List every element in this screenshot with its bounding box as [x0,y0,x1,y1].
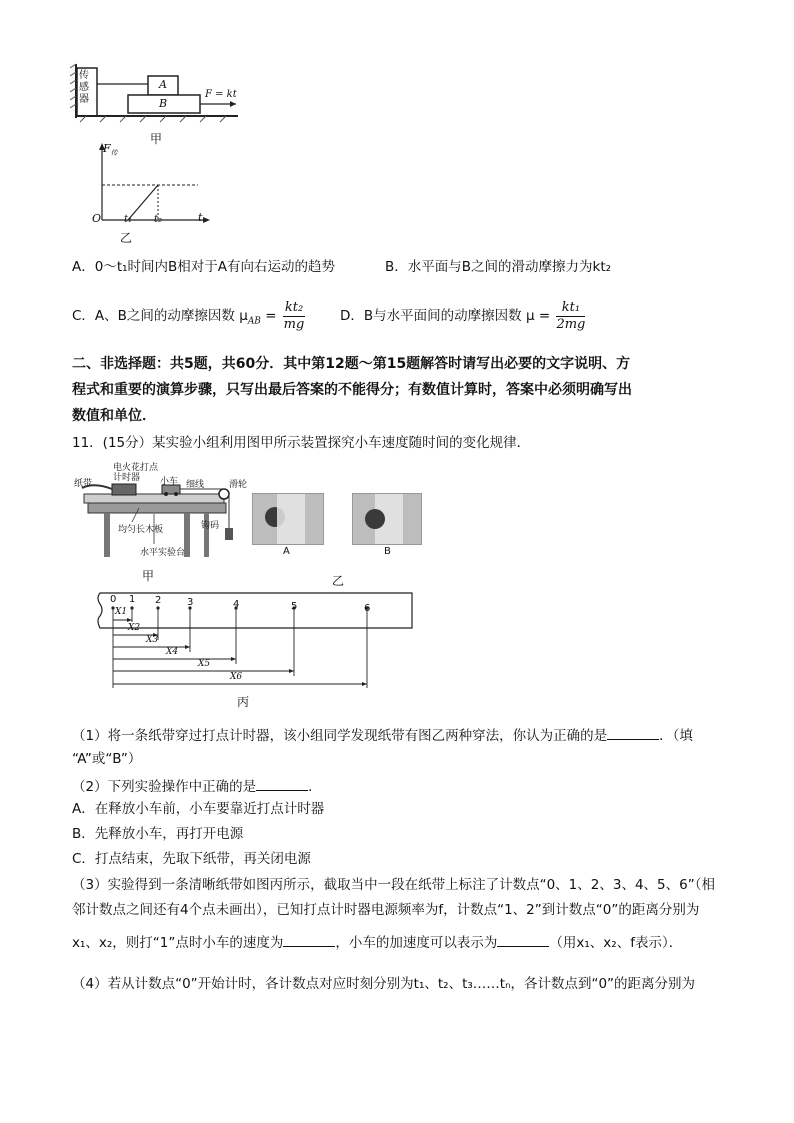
option-c: C．A、B之间的动摩擦因数 $\mu_{AB}$ = $\frac{\text{kt₂}}{mg}$ [72,299,305,332]
force-label: F = kt [205,89,237,100]
q11-part3-line3: x₁、x₂，则打“1”点时小车的速度为 ，小车的加速度可以表示为 （用x₁、x₂、f表示）． [72,932,682,952]
tape-point-0: 0 [110,594,117,605]
answer-blank-2[interactable] [256,776,308,791]
distance-x6: X6 [230,672,243,682]
q11-option-c: C．打点结束，先取下纸带，再关闭电源 [72,851,311,867]
graph-y-label: $F_传$ [103,142,118,158]
tape-point-4: 4 [233,599,240,610]
block-b-label: B [159,97,168,110]
graph-origin: O [92,212,102,225]
tape-point-5: 5 [291,601,298,612]
label-paper-tape: 纸带 [74,479,93,489]
label-pulley: 滑轮 [229,480,248,490]
tape-point-2: 2 [155,595,162,606]
distance-x3: X3 [146,635,159,645]
section-heading-line1: 二、非选择题：共5题，共60分．其中第12题～第15题解答时请写出必要的文字说明、方 [72,356,631,372]
label-table: 水平实验台 [140,548,186,558]
figure-jia2-caption: 甲 [142,569,155,583]
tape-point-6: 6 [364,603,371,614]
q11-part1-line2: “A”或“B”） [72,751,142,767]
option-d: D．B与水平面间的动摩擦因数 μ = $\frac{\text{kt₁}}{2mg}$ [340,299,586,332]
tape-point-1: 1 [129,594,136,605]
label-timer: 电火花打点 计时器 [113,463,159,483]
distance-x2: X2 [128,623,141,633]
photo-a-label: A [283,546,290,557]
answer-blank-4[interactable] [497,932,549,947]
q11-part3-line2: 邻计数点之间还有4个点未画出），已知打点计时器电源频率为f，计数点“1、2”到计数点“0”的距离分别为 [72,902,700,918]
figure-jia-caption: 甲 [150,132,163,146]
q11-part4: （4）若从计数点“0”开始计时，各计数点对应时刻分别为t₁、t₂、t₃……tₙ，各计数点到“0”的距离分别为 [72,976,696,992]
paper-tape-diagram [92,590,422,695]
label-string: 细线 [186,480,205,490]
q11-option-a: A．在释放小车前，小车要靠近打点计时器 [72,801,325,817]
figure-yi2-caption: 乙 [332,574,345,588]
q11-option-b: B．先释放小车，再打开电源 [72,826,244,842]
answer-blank-3[interactable] [283,932,335,947]
answer-blank-1[interactable] [607,725,659,740]
photo-b-label: B [384,546,391,557]
sensor-label: 传感器 [79,70,89,105]
q11-part3-line1: （3）实验得到一条清晰纸带如图丙所示，截取当中一段在纸带上标注了计数点“0、1、2、3、4、5、6”（相 [72,877,715,893]
label-cart: 小车 [160,477,179,487]
q11-part1-line1: （1）将一条纸带穿过打点计时器，该小组同学发现纸带有图乙两种穿法，你认为正确的是 ．（填 [72,725,693,745]
distance-x5: X5 [198,659,211,669]
graph-t2: t₂ [154,214,163,225]
figure-yi-caption: 乙 [120,231,133,245]
photo-b [352,493,422,545]
q11-stem: 11．(15分）某实验小组利用图甲所示装置探究小车速度随时间的变化规律． [72,435,531,451]
section-heading-line2: 程式和重要的演算步骤，只写出最后答案的不能得分；有数值计算时，答案中必须明确写出 [72,382,632,398]
label-board: 均匀长木板 [118,525,164,535]
option-a: A．0～t₁时间内B相对于A有向右运动的趋势 [72,259,336,275]
block-a-label: A [159,78,167,91]
figure-bing-caption: 丙 [237,695,250,709]
graph-t1: t₁ [124,214,133,225]
q11-part2: （2）下列实验操作中正确的是 ． [72,776,322,796]
label-hook: 钩码 [201,521,220,531]
graph-x-label: t [198,211,203,224]
section-heading-line3: 数值和单位． [72,408,156,424]
distance-x1: X1 [115,607,128,617]
option-b: B．水平面与B之间的滑动摩擦力为kt₂ [385,259,612,275]
distance-x4: X4 [166,647,179,657]
photo-a [252,493,324,545]
tape-point-3: 3 [187,597,194,608]
photo-b-hole-icon [365,509,385,529]
